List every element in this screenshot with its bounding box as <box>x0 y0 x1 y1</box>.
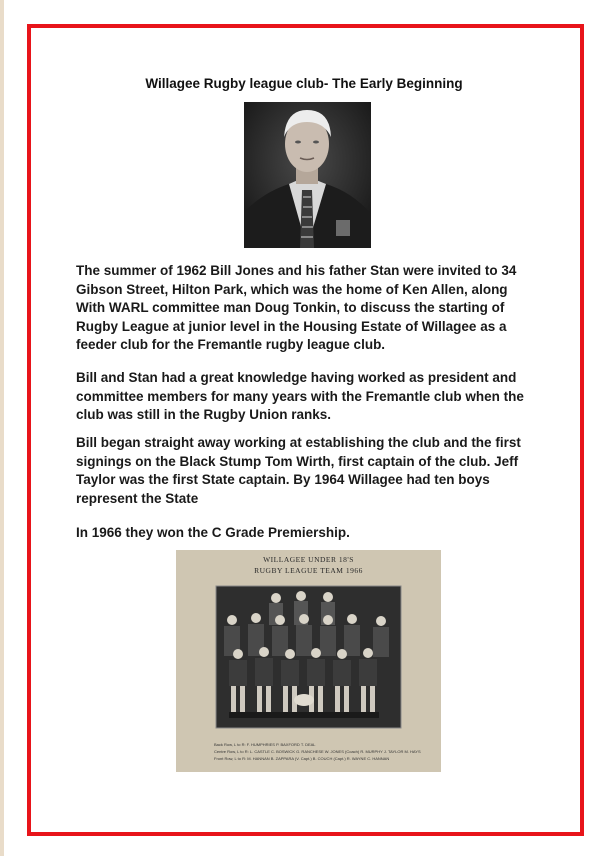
team-photo-heading: WILLAGEE UNDER 18'S <box>263 555 354 564</box>
paragraph-premiership: In 1966 they won the C Grade Premiership. <box>76 525 350 540</box>
team-photo <box>176 550 441 772</box>
team-photo-subheading: RUGBY LEAGUE TEAM 1966 <box>254 566 363 575</box>
paragraph-establishment: Bill began straight away working at establishing the club and the first signings on the Black Stump Tom Wirth, first captain of the club. Jeff Taylor was the first State captain. By 1964 Willagee had ten boys represent the State <box>76 435 521 506</box>
paragraph-experience: Bill and Stan had a great knowledge having worked as president and committee members for many years with the Fremantle club when the club was still in the Rugby Union ranks. <box>76 370 524 422</box>
caption-centre-row: Centre Row, L to R: L. CASTLE C. BOSWICK G. RANCHESE W. JONES (Coach) R. MURPHY J. TAYLOR M. HAYS <box>214 749 421 754</box>
page-edge <box>0 0 4 856</box>
paragraph-founding: The summer of 1962 Bill Jones and his father Stan were invited to 34 Gibson Street, Hilton Park, which was the home of Ken Allen, along With WARL committee man Doug Tonkin, to discuss the starting of Rugby League at junior level in the Housing Estate of Willagee as a feeder club for the Fremantle rugby league club. <box>76 263 517 352</box>
team-photo-image <box>176 550 441 772</box>
document-title: Willagee Rugby league club- The Early Beginning <box>145 76 463 91</box>
caption-front-row: Front Row, L to R: M. HANNAN B. ZAPPARA (V. Capt.) B. COUCH (Capt.) R. WAYNE C. HANNAN <box>214 756 390 761</box>
portrait-photo <box>244 102 371 248</box>
caption-back-row: Back Row, L to R: F. HUMPHRIES P. BAXFORD T. DEAL <box>214 742 316 747</box>
